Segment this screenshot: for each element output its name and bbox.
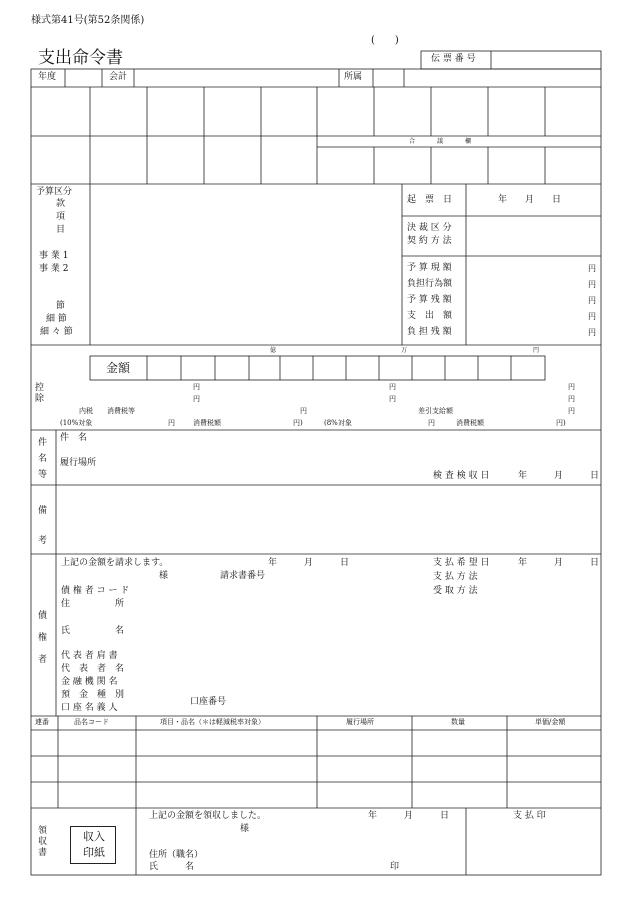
jigyo2-label: 事 業 2 <box>39 264 69 274</box>
kaikei-field[interactable] <box>135 70 338 86</box>
kihyo-label: 起 票 日 <box>407 195 453 205</box>
saisaisetsu-label: 細 々 節 <box>40 327 73 337</box>
kingaku-field[interactable] <box>148 357 544 379</box>
shiharai-in-label: 支 払 印 <box>513 811 546 821</box>
kou-label: 項 <box>56 212 66 222</box>
ryoshu-text: 上記の金額を領収しました。 <box>149 811 267 821</box>
saiken-info-field[interactable] <box>150 586 420 714</box>
meigi-label: 口 座 名 義 人 <box>61 703 118 713</box>
yen-unit: 円 <box>568 395 575 403</box>
jusho-label: 住 所 <box>61 599 125 609</box>
kihyo-date[interactable]: 年 月 日 <box>498 195 562 205</box>
yokin-label: 預 金 種 別 <box>61 690 125 700</box>
table-header-renban: 連番 <box>35 718 49 726</box>
kessai-label: 決 裁 区 分 <box>407 223 452 233</box>
kojo-label: 控除 <box>35 383 45 404</box>
taisho8-label: (8%対象 <box>324 419 352 427</box>
yen-unit: 円 <box>588 312 596 321</box>
stamp-box <box>70 826 116 864</box>
gogi-label: 合 議 欄 <box>409 138 473 145</box>
genkaku-label: 予 算 現 額 <box>407 263 452 273</box>
yen-unit: 円 <box>588 328 596 337</box>
katagaki-label: 代 表 者 肩 書 <box>61 651 118 661</box>
zangaku-label: 予 算 残 額 <box>407 295 452 305</box>
rikou-label: 履行場所 <box>60 458 97 468</box>
table-header-hinmei-code: 品名コード <box>74 718 109 726</box>
kaikei-label: 会計 <box>109 72 128 82</box>
saiken-side-label: 債 権 者 <box>38 611 48 665</box>
nendo-label: 年度 <box>38 72 57 82</box>
ryoshu-sama: 様 <box>240 824 250 834</box>
shozoku-field[interactable] <box>405 70 600 86</box>
setsu-label: 節 <box>56 301 66 311</box>
yen-unit: 円 <box>193 395 200 403</box>
daihyo-label: 代 表 者 名 <box>61 664 125 674</box>
jigyo1-label: 事 業 1 <box>39 251 69 261</box>
koza-label: 口座番号 <box>190 697 227 707</box>
taisho10-label: (10%対象 <box>60 419 93 427</box>
table-header-place: 履行場所 <box>346 718 374 726</box>
close-paren: 円) <box>556 419 566 427</box>
moku-label: 目 <box>56 225 66 235</box>
uketori-label: 受 取 方 法 <box>433 586 478 596</box>
denpyo-label: 伝 票 番 号 <box>431 54 476 64</box>
yen-unit: 円 <box>568 383 575 391</box>
yen-unit: 円 <box>193 383 200 391</box>
kenmei-label: 件 名 <box>60 433 88 443</box>
shozoku-label: 所属 <box>344 72 363 82</box>
seikyusho-label: 請求書番号 <box>220 571 266 581</box>
table-header-item: 項目・品名（＊は軽減税率対象） <box>160 718 265 726</box>
stamp-label: 印紙 <box>83 846 105 859</box>
shishutsu-label: 支 出 額 <box>407 311 453 321</box>
budget-kubun-label: 予算区分 <box>36 187 73 197</box>
seal-mark: 印 <box>390 862 400 872</box>
futan-zan-label: 負 担 残 額 <box>407 327 452 337</box>
sama-label: 様 <box>159 571 169 581</box>
man-label: 万 <box>401 347 408 354</box>
futan-koui-label: 負担行為額 <box>407 279 453 289</box>
yen-unit: 円 <box>568 407 575 415</box>
yen-unit: 円 <box>588 280 596 289</box>
saiken-code-label: 債 権 者 コ ー ド <box>61 586 130 596</box>
yen-unit: 円 <box>389 383 396 391</box>
kinyu-label: 金 融 機 関 名 <box>61 677 118 687</box>
shohizeigaku-label: 消費税額 <box>193 419 221 427</box>
yen-unit: 円 <box>389 395 396 403</box>
ryoshu-jusho-label: 住所（職名） <box>149 850 204 860</box>
kensa-label: 検 査 検 収 日 <box>433 471 490 481</box>
kingaku-label: 金額 <box>106 361 131 375</box>
kibou-label: 支 払 希 望 日 <box>433 558 490 568</box>
table-row[interactable] <box>32 783 600 807</box>
ryoshu-date[interactable]: 年 月 日 <box>368 811 450 821</box>
denpyo-number-field[interactable] <box>492 52 600 68</box>
ryoshu-side-label: 領 収 書 <box>38 826 48 858</box>
keiyaku-label: 契 約 方 法 <box>407 236 452 246</box>
shimei-label: 氏 名 <box>61 626 125 636</box>
kensa-date[interactable]: 年 月 日 <box>518 471 600 481</box>
shohizeigaku-label: 消費税額 <box>456 419 484 427</box>
kibou-date[interactable]: 年 月 日 <box>518 558 600 568</box>
sashihiki-label: 差引支給額 <box>418 407 453 415</box>
table-header-qty: 数量 <box>451 718 465 726</box>
page-title: 支出命令書 <box>38 48 123 68</box>
saisetsu-label: 細 節 <box>46 314 67 324</box>
biko-side-label: 備 考 <box>38 506 48 546</box>
table-header-price: 単価/金額 <box>535 718 566 726</box>
rikou-field[interactable] <box>110 455 410 483</box>
nendo-field[interactable] <box>66 70 101 86</box>
budget-detail-field[interactable] <box>91 185 401 344</box>
en-label: 円 <box>533 347 540 354</box>
seikyu-text: 上記の金額を請求します。 <box>61 558 169 568</box>
yen-unit: 円 <box>588 264 596 273</box>
stamp-label: 収入 <box>83 830 105 843</box>
hoho-label: 支 払 方 法 <box>433 572 478 582</box>
ryoshu-shimei-label: 氏 名 <box>149 862 195 872</box>
ryoshu-signer-field[interactable] <box>200 849 380 874</box>
close-paren: 円) <box>293 419 303 427</box>
uchizei-label: 内税 消費税等 <box>79 407 135 415</box>
kan-label: 款 <box>56 199 66 209</box>
kenmei-field[interactable] <box>110 431 600 453</box>
yen-unit: 円 <box>300 407 307 415</box>
yen-unit: 円 <box>428 419 435 427</box>
kenmei-side-label: 件 名 等 <box>38 438 48 480</box>
form-number: 様式第41号(第52条関係) <box>31 15 145 26</box>
paren-field: ( ) <box>371 35 399 46</box>
table-row[interactable] <box>32 757 600 781</box>
table-row[interactable] <box>32 731 600 755</box>
seikyu-date[interactable]: 年 月 日 <box>268 558 350 568</box>
yen-unit: 円 <box>168 419 175 427</box>
biko-field[interactable] <box>57 486 600 553</box>
oku-label: 億 <box>270 347 277 354</box>
yen-unit: 円 <box>588 296 596 305</box>
